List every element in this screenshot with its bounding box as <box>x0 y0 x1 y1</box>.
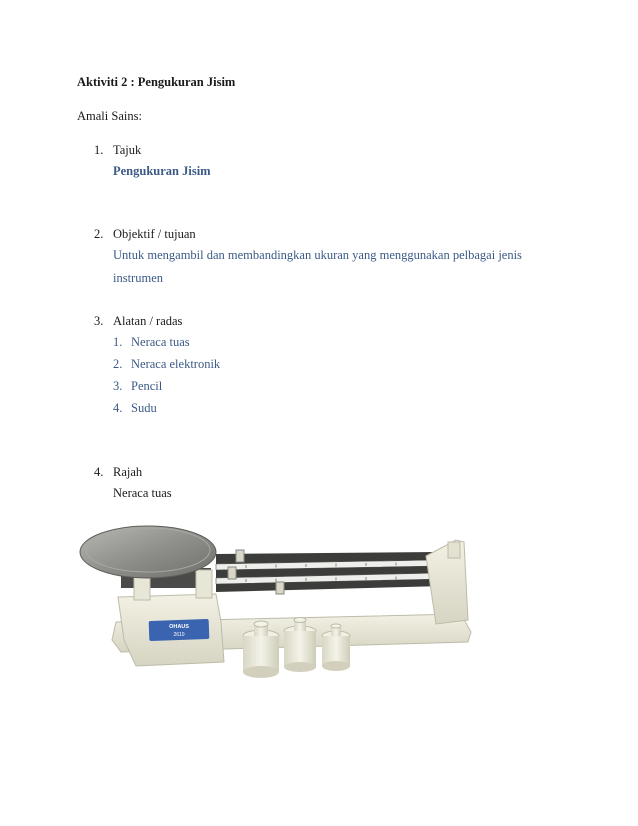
triple-beam-balance-figure <box>76 512 478 692</box>
section-4-title: Rajah <box>113 465 143 479</box>
tool-item-1-label: Neraca tuas <box>131 335 190 349</box>
section-3-title: Alatan / radas <box>113 314 183 328</box>
tool-item-4-label: Sudu <box>131 401 157 415</box>
section-4-caption: Neraca tuas <box>113 486 172 500</box>
section-1-title: Tajuk <box>113 143 142 157</box>
tool-item-1-number: 1. <box>113 335 123 349</box>
page-heading: Aktiviti 2 : Pengukuran Jisim <box>77 75 236 89</box>
section-1-content: Pengukuran Jisim <box>113 164 211 178</box>
section-2-number: 2. <box>94 227 104 241</box>
section-3-number: 3. <box>94 314 104 328</box>
tool-item-2-label: Neraca elektronik <box>131 357 221 371</box>
section-1-number: 1. <box>94 143 104 157</box>
section-2-content-line2: instrumen <box>113 271 163 285</box>
tool-item-2-number: 2. <box>113 357 123 371</box>
section-2-content-line1: Untuk mengambil dan membandingkan ukuran yang menggunakan pelbagai jenis <box>113 248 522 262</box>
page-subheading: Amali Sains: <box>77 109 142 123</box>
section-4-number: 4. <box>94 465 104 479</box>
section-2-title: Objektif / tujuan <box>113 227 196 241</box>
figure-model-text: 2610 <box>173 632 185 638</box>
tool-item-4-number: 4. <box>113 401 123 415</box>
figure-brand-text: OHAUS <box>169 624 189 630</box>
triple-beam-balance-illustration <box>76 512 478 692</box>
tool-item-3-label: Pencil <box>131 379 163 393</box>
tool-item-3-number: 3. <box>113 379 123 393</box>
